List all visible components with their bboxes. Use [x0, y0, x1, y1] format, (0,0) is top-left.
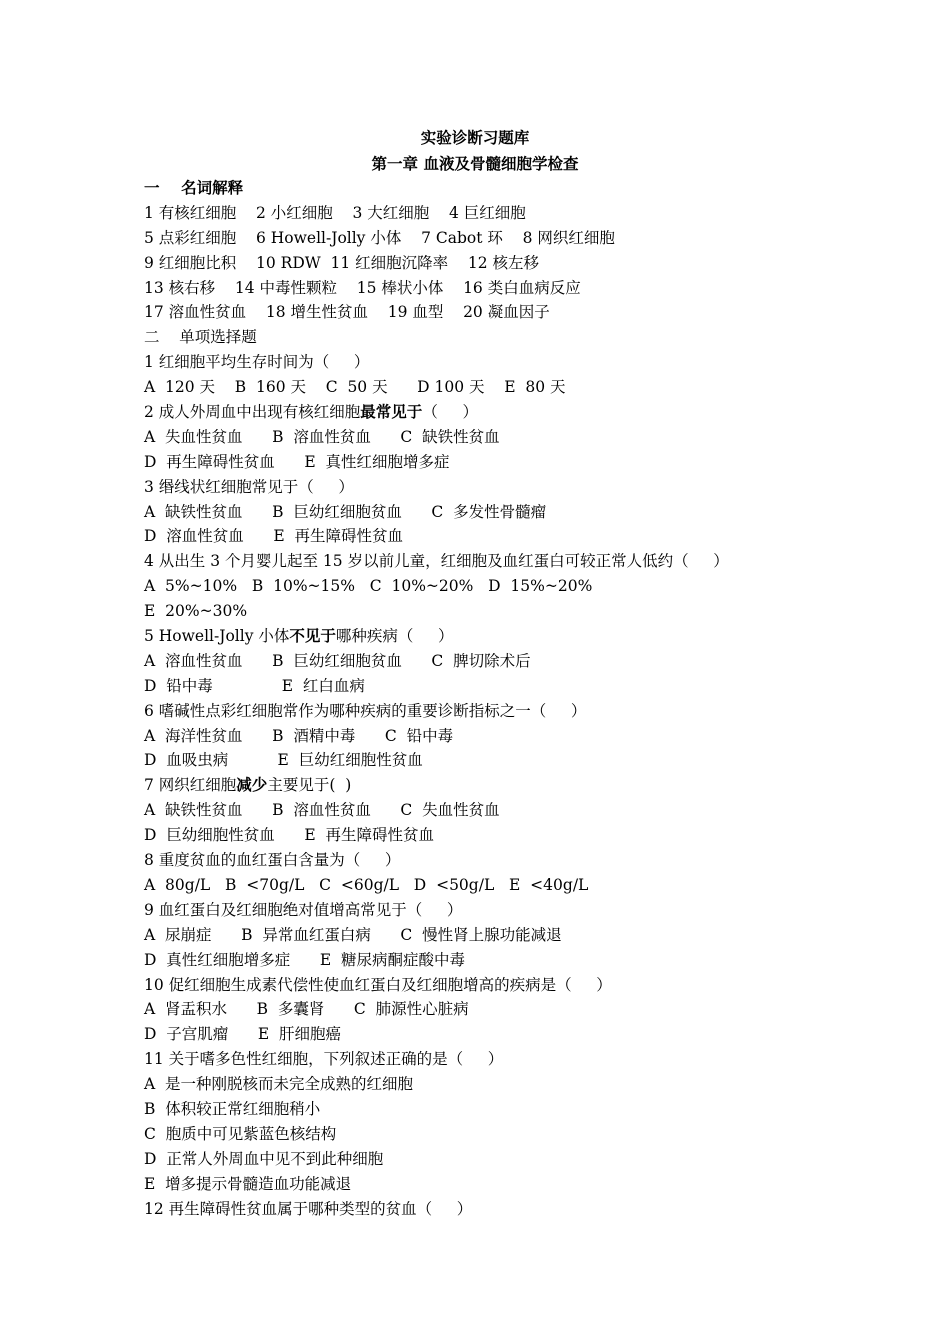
line-text: D 真性红细胞增多症 E 糖尿病酮症酸中毒: [144, 950, 466, 969]
line-text: 2 成人外周血中出现有核红细胞: [144, 403, 361, 422]
line-text: A 5%~10% B 10%~15% C 10%~20% D 15%~20%: [144, 577, 593, 596]
text-line: [144, 1197, 844, 1222]
line-text: 17 溶血性贫血 18 增生性贫血 19 血型 20 凝血因子: [144, 303, 550, 322]
text-line: [144, 997, 844, 1022]
text-line: [144, 873, 844, 898]
text-line: [144, 724, 844, 749]
line-text: A 失血性贫血 B 溶血性贫血 C 缺铁性贫血: [144, 427, 500, 446]
line-text: B 体积较正常红细胞稍小: [144, 1099, 321, 1118]
line-emphasis: 不见于: [289, 626, 336, 646]
text-line: [144, 276, 844, 301]
document-title: 实验诊断习题库: [420, 128, 530, 147]
line-text: A 溶血性贫血 B 巨幼红细胞贫血 C 脾切除术后: [144, 651, 531, 670]
text-line: [144, 1097, 844, 1122]
text-line: [144, 450, 844, 475]
line-text: 13 核右移 14 中毒性颗粒 15 棒状小体 16 类白血病反应: [144, 278, 581, 297]
line-text: D 溶血性贫血 E 再生障碍性贫血: [144, 527, 404, 546]
text-line: [144, 325, 844, 350]
text-line: [144, 898, 844, 923]
line-text: A 缺铁性贫血 B 巨幼红细胞贫血 C 多发性骨髓瘤: [144, 502, 547, 521]
line-text-after: 哪种疾病（ ）: [335, 627, 454, 646]
text-line: [144, 823, 844, 848]
line-text: 7 网织红细胞: [144, 776, 237, 795]
text-line: [144, 375, 844, 400]
text-line: [144, 475, 844, 500]
line-text: 12 再生障碍性贫血属于哪种类型的贫血（ ）: [144, 1199, 473, 1218]
text-line: [144, 1122, 844, 1147]
line-text: D 血吸虫病 E 巨幼红细胞性贫血: [144, 751, 423, 770]
line-text: A 80g/L B <70g/L C <60g/L D <50g/L E <40g/L: [144, 875, 589, 894]
text-line: [144, 549, 844, 574]
text-line: [144, 1072, 844, 1097]
text-line: [144, 973, 844, 998]
line-text: C 胞质中可见紫蓝色核结构: [144, 1124, 337, 1143]
line-text: 9 红细胞比积 10 RDW 11 红细胞沉降率 12 核左移: [144, 253, 540, 272]
text-line: [144, 350, 844, 375]
text-line: [144, 748, 844, 773]
line-text: D 铅中毒 E 红白血病: [144, 676, 365, 695]
line-text: 一 名词解释: [144, 178, 244, 197]
text-line: [144, 425, 844, 450]
line-text: 二 单项选择题: [144, 328, 257, 347]
line-text: A 尿崩症 B 异常血红蛋白病 C 慢性肾上腺功能减退: [144, 925, 562, 944]
line-text: 6 嗜碱性点彩红细胞常作为哪种疾病的重要诊断指标之一（ ）: [144, 701, 587, 720]
line-text: A 120 天 B 160 天 C 50 天 D 100 天 E 80 天: [144, 378, 566, 397]
text-line: [144, 1047, 844, 1072]
chapter-title: 第一章 血液及骨髓细胞学检查: [371, 154, 579, 173]
text-line: [144, 649, 844, 674]
line-text: A 肾盂积水 B 多囊肾 C 肺源性心脏病: [144, 1000, 469, 1019]
line-text: E 增多提示骨髓造血功能减退: [144, 1174, 352, 1193]
text-line: [144, 1147, 844, 1172]
line-text: 5 点彩红细胞 6 Howell-Jolly 小体 7 Cabot 环 8 网织红细胞: [144, 228, 615, 247]
text-line: [144, 773, 844, 798]
text-line: [144, 176, 844, 201]
line-text: 4 从出生 3 个月婴儿起至 15 岁以前儿童，红细胞及血红蛋白可较正常人低约（ ）: [144, 552, 729, 571]
text-line: [144, 674, 844, 699]
line-text-after: （ ）: [422, 403, 478, 422]
text-line: [144, 923, 844, 948]
line-text: D 正常人外周血中见不到此种细胞: [144, 1149, 384, 1168]
line-text: 1 有核红细胞 2 小红细胞 3 大红细胞 4 巨红细胞: [144, 203, 526, 222]
document-body: [144, 176, 844, 1221]
line-emphasis: 最常见于: [360, 402, 423, 422]
line-text-after: 主要见于( ): [267, 776, 352, 795]
text-line: [144, 599, 844, 624]
line-text: 10 促红细胞生成素代偿性使血红蛋白及红细胞增高的疾病是（ ）: [144, 975, 612, 994]
line-text: A 海洋性贫血 B 酒精中毒 C 铅中毒: [144, 726, 454, 745]
text-line: [144, 624, 844, 649]
line-text: 3 缗线状红细胞常见于（ ）: [144, 477, 354, 496]
text-line: [144, 500, 844, 525]
text-line: [144, 201, 844, 226]
line-text: 1 红细胞平均生存时间为（ ）: [144, 353, 370, 372]
line-emphasis: 减少: [236, 775, 268, 795]
line-text: 9 血红蛋白及红细胞绝对值增高常见于（ ）: [144, 900, 463, 919]
line-text: 5 Howell-Jolly 小体: [144, 627, 290, 646]
text-line: [144, 300, 844, 325]
text-line: [144, 848, 844, 873]
line-text: D 巨幼细胞性贫血 E 再生障碍性贫血: [144, 826, 435, 845]
text-line: [144, 251, 844, 276]
line-text: 8 重度贫血的血红蛋白含量为（ ）: [144, 851, 401, 870]
line-text: A 是一种刚脱核而未完全成熟的红细胞: [144, 1075, 414, 1094]
text-line: [144, 400, 844, 425]
line-text: A 缺铁性贫血 B 溶血性贫血 C 失血性贫血: [144, 801, 500, 820]
text-line: [144, 574, 844, 599]
text-line: [144, 948, 844, 973]
line-text: E 20%~30%: [144, 602, 248, 621]
line-text: 11 关于嗜多色性红细胞，下列叙述正确的是（ ）: [144, 1050, 504, 1069]
text-line: [144, 226, 844, 251]
line-text: D 子宫肌瘤 E 肝细胞癌: [144, 1025, 342, 1044]
text-line: [144, 1172, 844, 1197]
text-line: [144, 1022, 844, 1047]
text-line: [144, 798, 844, 823]
line-text: D 再生障碍性贫血 E 真性红细胞增多症: [144, 452, 450, 471]
text-line: [144, 699, 844, 724]
text-line: [144, 524, 844, 549]
